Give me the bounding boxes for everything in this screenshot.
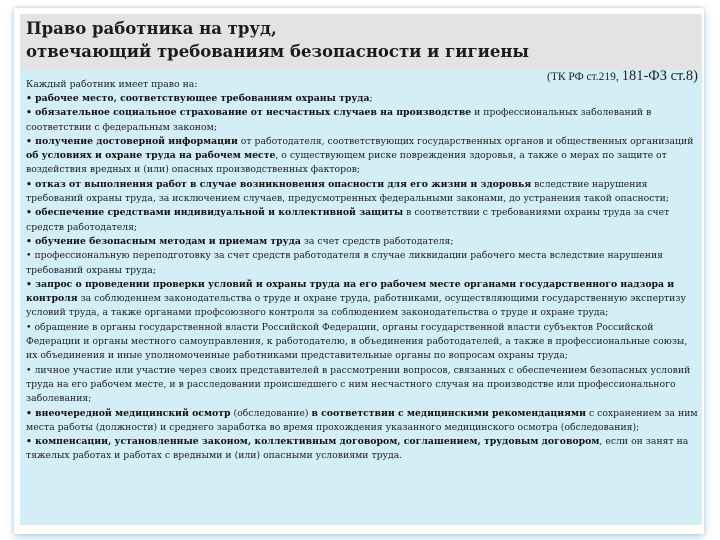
- title-line-1: Право работника на труд,: [26, 19, 277, 38]
- list-item: • запрос о проведении проверки условий и охраны труда на его рабочем месте органами государственного надзора и контроля за соблюдением законодательства о труде и охране труда, работниками, осуществляющими государственную экспертизу условий труда, а также органами профсоюзного контроля за соблюдением законодательства о труде и охране труда;: [26, 278, 686, 319]
- rights-list: [26, 92, 698, 464]
- list-item: • внеочередной медицинский осмотр (обследование) в соответствии с медицинскими рекомендациями с сохранением за ним места работы (должности) и среднего заработка во время прохождения указанного медицинского осмотра (обследования);: [26, 407, 698, 433]
- list-item: • обеспечение средствами индивидуальной и коллективной защиты в соответствии с требованиями охраны труда за счет средств работодателя;: [26, 207, 670, 233]
- title-line-2: отвечающий требованиям безопасности и гигиены: [26, 42, 529, 61]
- list-item: • получение достоверной информации от работодателя, соответствующих государственных органов и общественных организаций об условиях и охране труда на рабочем месте, о существующем риске повреждения здоровья, а также о мерах по защите от воздействия вредных и (или) опасных производственных факторов;: [26, 135, 694, 176]
- list-item: • обязательное социальное страхование от несчастных случаев на производстве и профессиональных заболеваний в соответствии с федеральным законом;: [26, 107, 652, 133]
- list-item: • рабочее место, соответствующее требованиям охраны труда;: [26, 93, 373, 104]
- citation-suffix: 181-ФЗ ст.8): [621, 68, 698, 84]
- list-item: • обучение безопасным методам и приемам труда за счет средств работодателя;: [26, 235, 454, 247]
- law-citation: [547, 68, 698, 85]
- citation-prefix: (ТК РФ ст.219,: [546, 71, 622, 83]
- list-item: • обращение в органы государственной власти Российской Федерации, органы государственной власти субъектов Российской Федерации и органы местного самоуправления, к работодателю, в объединения работодателей, а также в профессиональные союзы, их объединения и иные уполномоченные работниками представительные органы по вопросам охраны труда;: [26, 321, 688, 362]
- intro-text: Каждый работник имеет право на:: [26, 79, 198, 90]
- list-item: • компенсации, установленные законом, коллективным договором, соглашением, трудовым договором, если он занят на тяжелых работах и работах с вредными и (или) опасными условиями труда.: [26, 436, 689, 462]
- list-item: • личное участие или участие через своих представителей в рассмотрении вопросов, связанных с обеспечением безопасных условий труда на его рабочем месте, и в расследовании происшедшего с ним несчастного случая на производстве или профессионального заболевания;: [26, 364, 691, 405]
- slide-title: [26, 17, 676, 63]
- list-item: • отказ от выполнения работ в случае возникновения опасности для его жизни и здоровья вследствие нарушения требований охраны труда, за исключением случаев, предусмотренных федеральными законами, до устранения такой опасности;: [26, 178, 669, 205]
- list-item: • профессиональную переподготовку за счет средств работодателя в случае ликвидации рабочего места вследствие нарушения требований охраны труда;: [26, 250, 664, 276]
